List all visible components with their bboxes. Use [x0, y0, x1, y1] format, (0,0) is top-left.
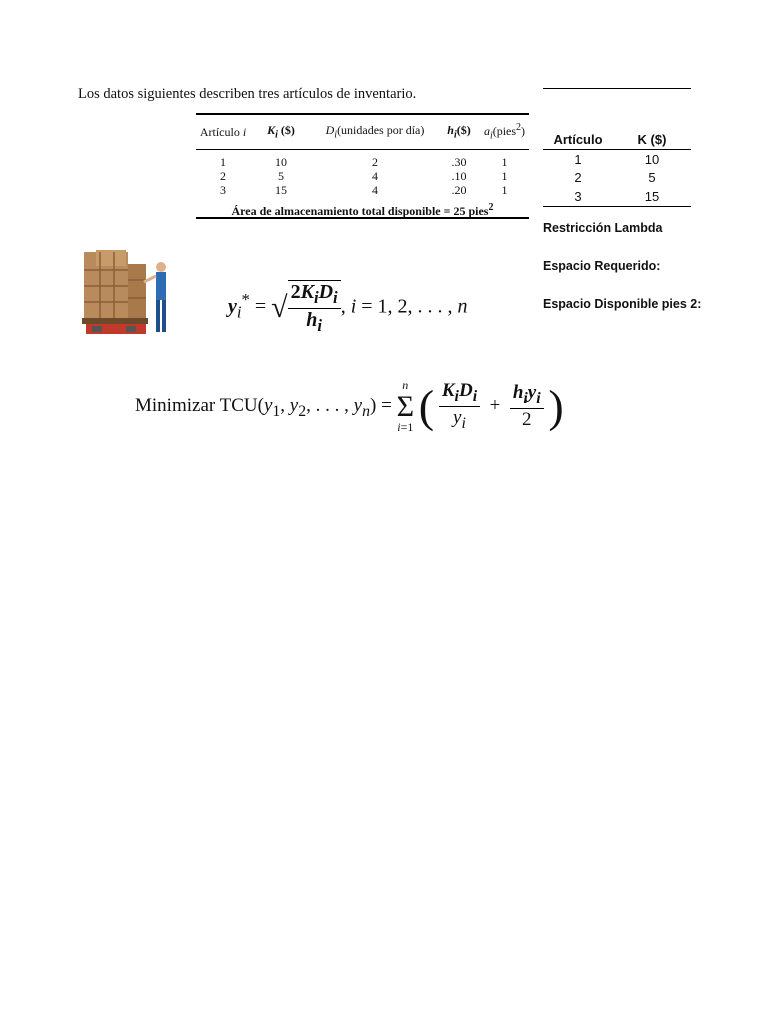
header-a: $a_i(pies^2)$ — [483, 122, 526, 142]
header-k: $K_i$ ($) — [267, 123, 295, 141]
summation-icon: n Σ i=1 — [396, 378, 415, 434]
table-cell: .30 — [451, 154, 467, 169]
table-cell: 3 — [574, 188, 582, 204]
formula-prefix: Minimizar $TCU(y_1$, $y_2$, . . . , $y_n$) = — [135, 394, 392, 420]
header-k: K ($) — [637, 132, 667, 147]
table-cell: 5 — [648, 170, 656, 186]
required-space-label: Espacio Requerido: — [543, 259, 661, 273]
table-cell: 1 — [574, 151, 582, 167]
table-cell: 1 — [220, 154, 226, 169]
cost-table-body — [543, 150, 691, 206]
table-cell: 4 — [372, 168, 378, 183]
eoq-formula: $y_i^*$ = √ $\frac{2K_iD_i}{h_i}$ , i = 1, 2, . . . , n — [228, 281, 468, 335]
table-row — [196, 155, 529, 169]
header-articulo: Artículo i — [199, 124, 247, 139]
cost-table-header — [543, 123, 691, 150]
table-cell: 15 — [644, 188, 660, 204]
table-cell: 1 — [501, 182, 508, 197]
available-space-label: Espacio Disponible pies 2: — [543, 297, 702, 311]
table-footer: Área de almacenamiento total disponible = 25 pies$^2$ — [231, 202, 494, 218]
table-header — [196, 115, 529, 150]
table-cell: 2 — [372, 154, 378, 169]
header-h: $h_i(\$)$ — [447, 123, 471, 141]
table-cell: 2 — [220, 168, 226, 183]
header-d: $D_i(unidades$ por día) — [325, 123, 425, 141]
intro-text: Los datos siguientes describen tres artículos de inventario. — [78, 86, 417, 102]
table-cell: .20 — [451, 182, 467, 197]
table-cell: 5 — [278, 168, 284, 183]
table-cell: 3 — [220, 182, 226, 197]
table-row — [196, 183, 529, 197]
table-cell: 15 — [275, 182, 287, 197]
table-row — [543, 187, 691, 206]
table-row — [543, 150, 691, 169]
table-cell: 10 — [275, 154, 287, 169]
warehouse-worker-icon — [82, 250, 170, 338]
formula-tail: , i = 1, 2, . . . , n — [340, 295, 468, 318]
inventory-table — [196, 113, 529, 219]
header-articulo: Artículo — [553, 132, 603, 147]
cost-table — [543, 88, 691, 207]
table-cell: 2 — [574, 170, 582, 186]
table-row — [196, 169, 529, 183]
table-body — [196, 150, 529, 197]
table-row — [543, 169, 691, 188]
lambda-label: Restricción Lambda — [543, 221, 663, 235]
table-cell: .10 — [451, 168, 467, 183]
table-cell: 10 — [644, 151, 660, 167]
table-cell: 1 — [501, 154, 508, 169]
table-cell: 1 — [501, 168, 508, 183]
table-cell: 4 — [372, 182, 378, 197]
cost-formula: Minimizar $TCU(y_1$, $y_2$, . . . , $y_n$) = n Σ i=1 ( $\frac{K_iD_i}{y_i}$ + $\frac{h_iy_i}{2}$ ) — [135, 378, 564, 434]
